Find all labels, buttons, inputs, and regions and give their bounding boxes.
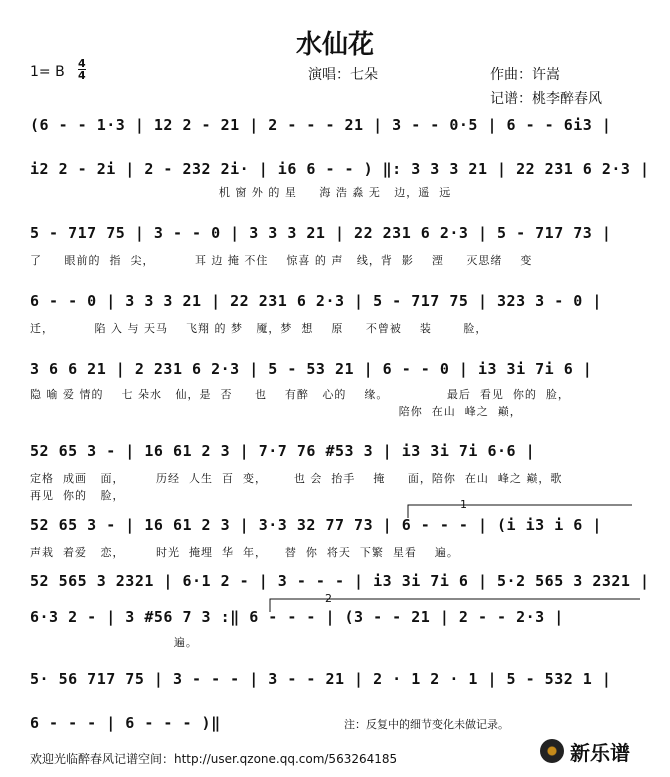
lyrics-row: 陪你 在山 峰之 巅， — [30, 405, 522, 418]
lyrics-row: 声栽 着爱 恋， 时光 掩埋 华 年， 替 你 将天 下繁 星看 遍。 — [30, 546, 459, 559]
lyrics-row: 隐 喻 爱 情的 七 朵水 仙，是 否 也 有醉 心的 缘。 最后 看见 你的 脸， — [30, 388, 570, 401]
notation-row: 52 565 3 2321 | 6·1 2 - | 3 - - - | i3 3i 7i 6 | 5·2 565 3 2321 | — [30, 572, 650, 590]
notation-row: 6 - - 0 | 3 3 3 21 | 22 231 6 2·3 | 5 - 717 75 | 323 3 - 0 | — [30, 292, 602, 310]
time-signature-top: 4 — [78, 57, 86, 70]
music-disc-icon — [540, 739, 564, 763]
lyrics-row: 机 窗 外 的 星 海 浩 淼 无 边，遥 远 — [30, 186, 452, 199]
singer-credit: 演唱：七朵 — [308, 67, 378, 83]
key-signature: 1= B — [30, 64, 65, 80]
notation-row: 52 65 3 - | 16 61 2 3 | 7·7 76 #53 3 | i3 3i 7i 6·6 | — [30, 442, 536, 460]
lyrics-row: 定格 成画 面， 历经 人生 百 变， 也 会 抬手 掩 面，陪你 在山 峰之 巅，歌 — [30, 472, 563, 485]
volta-1-label: 1 — [460, 498, 467, 511]
notation-row: i2 2 - 2i | 2 - 232 2i· | i6 6 - - ) ‖: 3 3 3 21 | 22 231 6 2·3 | — [30, 160, 650, 178]
volta-2-label: 2 — [325, 592, 332, 605]
lyrics-row: 迁， 陷 入 与 天马 飞翔 的 梦 魇，梦 想 原 不曾被 装 脸， — [30, 322, 488, 335]
notation-row: 3 6 6 21 | 2 231 6 2·3 | 5 - 53 21 | 6 - - 0 | i3 3i 7i 6 | — [30, 360, 593, 378]
notation-row: 6·3 2 - | 3 #56 7 3 :‖ 6 - - - | (3 - - 21 | 2 - - 2·3 | — [30, 608, 564, 626]
site-logo — [540, 736, 660, 766]
notation-row: 5· 56 717 75 | 3 - - - | 3 - - 21 | 2 · 1 2 · 1 | 5 - 532 1 | — [30, 670, 612, 688]
notation-row: 5 - 717 75 | 3 - - 0 | 3 3 3 21 | 22 231 6 2·3 | 5 - 717 73 | — [30, 224, 612, 242]
lyrics-row: 遍。 — [30, 636, 198, 649]
time-signature-bottom: 4 — [78, 69, 86, 82]
song-title: 水仙花 — [295, 30, 374, 60]
logo-text: 新乐谱 — [570, 740, 630, 765]
lyrics-row: 再见 你的 脸， — [30, 489, 125, 502]
footer-text: 欢迎光临醉春风记谱空间：http://user.qzone.qq.com/563264185 — [30, 752, 398, 766]
transcriber-credit: 记谱：桃李醉春风 — [490, 91, 602, 107]
composer-credit: 作曲：许嵩 — [490, 67, 560, 83]
notation-row: (6 - - 1·3 | 12 2 - 21 | 2 - - - 21 | 3 - - 0·5 | 6 - - 6i3 | — [30, 116, 612, 134]
lyrics-row: 了 眼前的 指 尖， 耳 边 掩 不住 惊喜 的 声 线，背 影 湮 灭思绪 变 — [30, 254, 533, 267]
notation-row: 52 65 3 - | 16 61 2 3 | 3·3 32 77 73 | 6 - - - | (i i3 i 6 | — [30, 516, 602, 534]
notation-row: 6 - - - | 6 - - - )‖ — [30, 714, 221, 732]
footnote: 注：反复中的细节变化未做记录。 — [344, 718, 509, 731]
